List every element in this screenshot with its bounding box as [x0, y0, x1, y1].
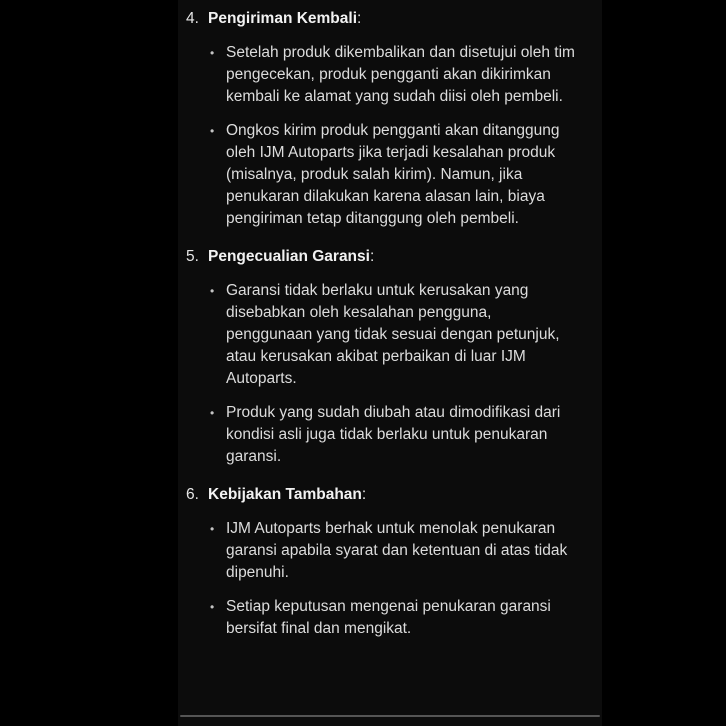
policy-section-pengiriman-kembali [186, 8, 592, 230]
bullet-text: Garansi tidak berlaku untuk kerusakan yang disebabkan oleh kesalahan pengguna, penggunaan yang tidak sesuai dengan petunjuk, atau kerusakan akibat perbaikan di luar IJM Autoparts. [226, 282, 560, 387]
bullet-icon: • [210, 124, 215, 138]
bullet-item [210, 120, 592, 230]
bullet-icon: • [210, 600, 215, 614]
policy-section-kebijakan-tambahan [186, 484, 592, 640]
bullet-item [210, 280, 592, 390]
policy-section-pengecualian-garansi [186, 246, 592, 468]
bullet-text: Setiap keputusan mengenai penukaran garansi bersifat final dan mengikat. [226, 598, 551, 637]
bullet-text: Setelah produk dikembalikan dan disetujui oleh tim pengecekan, produk pengganti akan dikirimkan kembali ke alamat yang sudah diisi oleh pembeli. [226, 44, 575, 105]
section-title: Pengecualian Garansi: [208, 248, 375, 265]
section-divider [180, 715, 600, 717]
bullet-icon: • [210, 406, 215, 420]
bullet-icon: • [210, 522, 215, 536]
bullet-icon: • [210, 284, 215, 298]
section-number: 5. [186, 248, 199, 265]
bullet-item [210, 402, 592, 468]
section-number: 4. [186, 10, 199, 27]
bullet-text: Ongkos kirim produk pengganti akan ditanggung oleh IJM Autoparts jika terjadi kesalahan produk (misalnya, produk salah kirim). Namun, jika penukaran dilakukan karena alasan lain, biaya pengiriman tetap ditanggung oleh pembeli. [226, 122, 560, 227]
section-title: Pengiriman Kembali: [208, 10, 362, 27]
bullet-text: Produk yang sudah diubah atau dimodifikasi dari kondisi asli juga tidak berlaku untuk penukaran garansi. [226, 404, 561, 465]
policy-document-panel [178, 0, 602, 726]
bullet-text: IJM Autoparts berhak untuk menolak penukaran garansi apabila syarat dan ketentuan di atas tidak dipenuhi. [226, 520, 568, 581]
bullet-item [210, 42, 592, 108]
section-header [186, 8, 592, 30]
bullet-icon: • [210, 46, 215, 60]
bullet-item [210, 518, 592, 584]
bullet-item [210, 596, 592, 640]
section-number: 6. [186, 486, 199, 503]
section-title: Kebijakan Tambahan: [208, 486, 367, 503]
section-header [186, 246, 592, 268]
section-header [186, 484, 592, 506]
